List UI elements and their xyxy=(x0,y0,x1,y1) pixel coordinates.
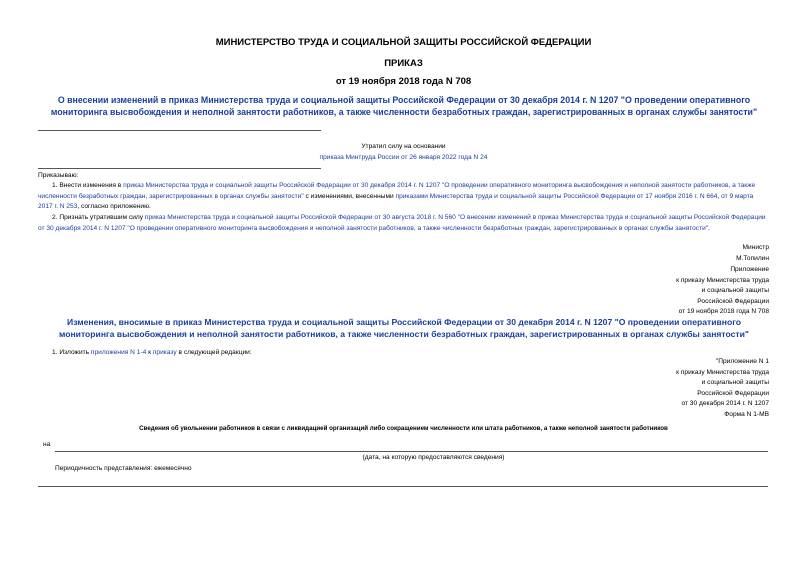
divider-bottom xyxy=(38,486,768,487)
date-hint: (дата, на которую предоставляются сведения) xyxy=(362,454,505,461)
validity-note: Утратил силу на основании xyxy=(361,143,446,150)
changes-title: Изменения, вносимые в приказ Министерства труда и социальной защиты Российской Федерации от 30 декабря 2014 г. N 1207 "О проведении оперативного мониторинга высвобождения и неполной занятости работников, а также численности безработных граждан, зарегистрированных в органах службы занятости" xyxy=(59,317,749,339)
doc-title-prefix: О внесении изменений в xyxy=(57,95,169,105)
divider-mid xyxy=(38,168,321,169)
annexes-link[interactable]: приложения N 1-4 xyxy=(90,349,147,356)
p1-order-link[interactable]: приказ Министерства труда и социальной защиты Российской Федерации от 30 декабря 2014 г. N 1207 "О проведении оперативного мониторинга высвобождения и неполной занятости работников, а также численности безработных граждан, зарегистрированных в органах службы занятости" xyxy=(38,182,756,200)
signature-name: М.Топилин xyxy=(736,254,769,262)
divider-top xyxy=(38,130,321,131)
order-ref-link[interactable]: приказу xyxy=(152,349,177,356)
doc-type: ПРИКАЗ xyxy=(384,58,423,69)
doc-title-link[interactable]: приказ Министерства труда и социальной защиты Российской Федерации от 30 декабря 2014 г. N 1207 "О проведении оперативного мониторинга высвобождения и неполной занятости работников, а также численности безработных граждан, зарегистрированных в органах службы занятости" xyxy=(50,95,758,117)
changes-title-link[interactable]: приказ Министерства труда и социальной защиты Российской Федерации от 30 декабря 2014 г. N 1207 "О проведении оперативного мониторинга высвобождения и неполной занятости работников, а также численности безработных граждан, зарегистрированных в органах службы занятости" xyxy=(59,317,749,339)
form-on-label: на xyxy=(43,441,51,448)
annex-1-block: "Приложение N 1 к приказу Министерства труда и социальной защиты Российской Федерации от 30 декабря 2014 г. N 1207 Форма N 1-МВ xyxy=(676,358,769,418)
changes-item-1: 1. Изложить приложения N 1-4 к приказу в следующей редакции: xyxy=(52,349,252,356)
doc-date-number: от 19 ноября 2018 года N 708 xyxy=(335,76,472,87)
appendix-block: Приложение к приказу Министерства труда и социальной защиты Российской Федерации от 19 ноября 2018 года N 708 xyxy=(676,266,769,316)
doc-title xyxy=(44,94,764,118)
p1-amend2-link[interactable]: от 9 марта 2017 г. N 253 xyxy=(38,192,754,211)
validity-link[interactable]: приказа Минтруда России от 26 января 2022 года N 24 xyxy=(319,154,488,161)
periodicity: Периодичность представления: ежемесячно xyxy=(55,465,192,472)
paragraph-2: 2. Признать утратившим силу приказ Министерства труда и социальной защиты Российской Федерации от 30 августа 2018 г. N 560 "О внесении изменений в приказ Министерства труда и социальной защиты Российской Федерации от 30 декабря 2014 г. N 1207 "О проведении оперативного мониторинга высвобождения и неполной занятости работников, а также численности безработных граждан, зарегистрированных в органах службы занятости". xyxy=(38,214,766,232)
signature-role: Министр xyxy=(742,244,769,251)
p2-repeal-link[interactable]: приказ Министерства труда и социальной защиты Российской Федерации от 30 августа 2018 г. N 560 "О внесении изменений в приказ Министерства труда и социальной защиты Российской Федерации от 30 декабря 2014 г. N 1207 "О проведении оперативного мониторинга высвобождения и неполной занятости работников, а также численности безработных граждан, зарегистрированных в органах службы занятости" xyxy=(38,214,766,232)
ministry-title: МИНИСТЕРСТВО ТРУДА И СОЦИАЛЬНОЙ ЗАЩИТЫ РОССИЙСКОЙ ФЕДЕРАЦИИ xyxy=(215,37,592,48)
date-field-line[interactable] xyxy=(55,451,768,452)
form-title: Сведения об увольнении работников в связи с ликвидацией организаций либо сокращением численности или штата работников, а также неполной занятости работников xyxy=(139,425,668,432)
signature xyxy=(568,243,769,264)
order-word: Приказываю: xyxy=(38,172,79,179)
p1-amend-link[interactable]: приказами Министерства труда и социальной защиты Российской Федерации от 17 ноября 2016 г. N 664 xyxy=(395,192,718,200)
paragraph-1: 1. Внести изменения в приказ Министерства труда и социальной защиты Российской Федерации от 30 декабря 2014 г. N 1207 "О проведении оперативного мониторинга высвобождения и неполной занятости работников, а также численности безработных граждан, зарегистрированных в органах службы занятости" с изменениями, внесенными приказами Министерства труда и социальной защиты Российской Федерации от 17 ноября 2016 г. N 664, от 9 марта 2017 г. N 253, согласно приложению. xyxy=(38,182,756,211)
